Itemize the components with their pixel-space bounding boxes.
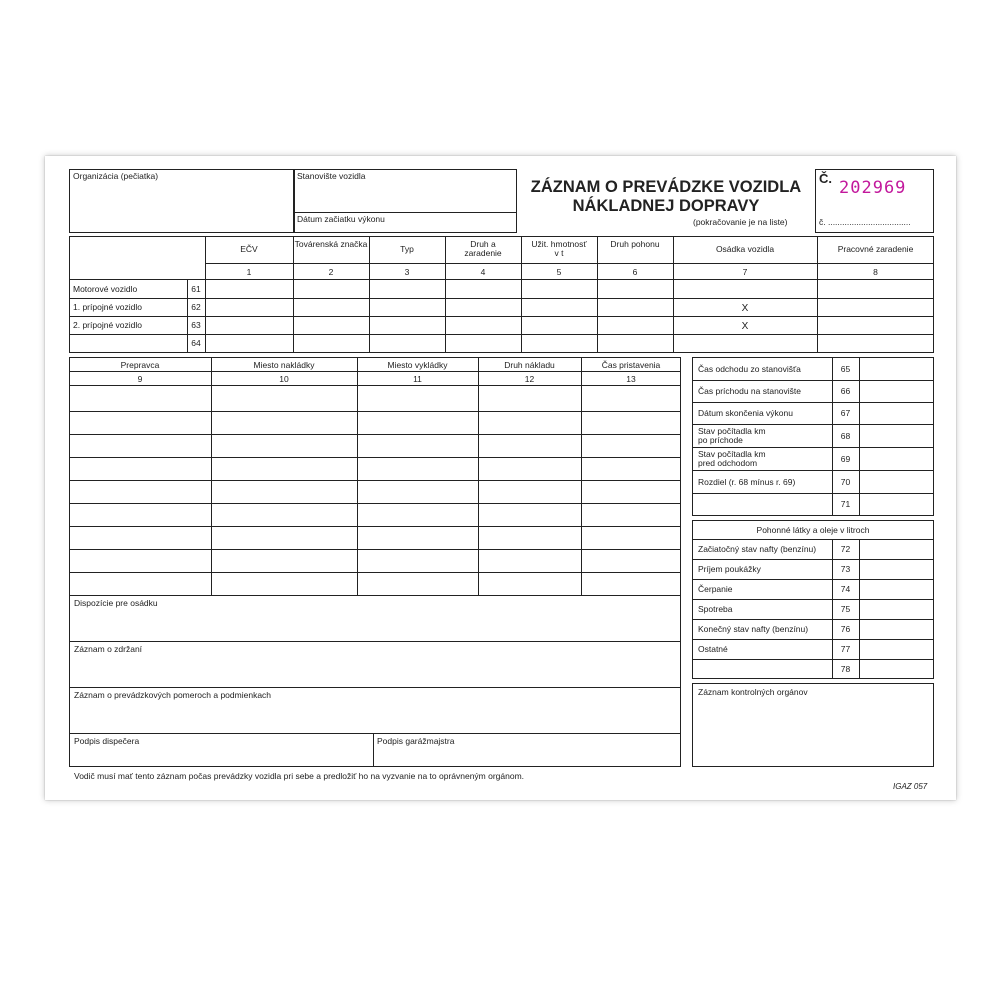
station-label: Stanovište vozidla [297,171,366,181]
form-sheet [45,156,956,800]
row-num-64: 64 [191,338,201,348]
row-num-62: 62 [191,302,201,312]
col-num-4: 4 [480,267,486,277]
serial-number: 202969 [839,178,907,198]
col-num-11: 11 [413,374,422,384]
form-code: IGAZ 057 [893,782,928,791]
start-date-label: Dátum začiatku výkonu [297,214,385,224]
arrival-time-label: Čas príchodu na stanovište [698,386,802,396]
col-num-12: 12 [524,374,535,384]
garage-signature-label: Podpis garážmajstra [377,736,455,746]
row-num-78: 78 [840,664,851,674]
conditions-record-label: Záznam o prevádzkových pomeroch a podmienkach [74,690,272,700]
row-num-76: 76 [840,624,851,634]
fuel-table-title: Pohonné látky a oleje v litroch [756,525,870,535]
row-num-68: 68 [840,431,851,441]
row-motor-vehicle: Motorové vozidlo [73,284,138,294]
col-num-5: 5 [556,267,562,277]
col-carrier: Prepravca [120,360,160,370]
col-num-7: 7 [742,267,748,277]
col-kind: Druh a zaradenie [464,239,502,258]
number-label: Č. [819,171,832,186]
form-title-line1: ZÁZNAM O PREVÁDZKE VOZIDLA [530,178,802,196]
fuel-other-label: Ostatné [698,644,728,654]
col-payload: Užit. hmotnosť v t [531,239,587,258]
footer-notice: Vodič musí mať tento záznam počas prevádzky vozidla pri sebe a predložiť ho na vyzvanie na to oprávneným orgánom. [74,771,525,781]
col-num-9: 9 [137,374,143,384]
row-num-70: 70 [840,477,851,487]
row-num-66: 66 [840,386,851,396]
col-arrival-time: Čas pristavenia [601,360,661,370]
fuel-end-label: Konečný stav nafty (benzínu) [698,624,809,634]
col-num-6: 6 [632,267,638,277]
col-work: Pracovné zaradenie [837,244,914,254]
dispatcher-signature-label: Podpis dispečera [74,736,140,746]
row-num-77: 77 [840,644,851,654]
odometer-arrival-label: Stav počítadla km po príchode [698,426,766,445]
organization-label: Organizácia (pečiatka) [73,171,159,181]
col-brand: Továrenská značka [294,239,368,249]
row-num-67: 67 [840,408,851,418]
control-label: Záznam kontrolných orgánov [698,687,808,697]
delay-record-label: Záznam o zdržaní [74,644,143,654]
cont-number-label[interactable]: č. ................................... [819,217,911,227]
crew-x-63: X [741,321,749,332]
row-num-73: 73 [840,564,851,574]
fuel-start-label: Začiatočný stav nafty (benzínu) [698,544,817,554]
end-date-label: Dátum skončenia výkonu [698,408,793,418]
row-num-65: 65 [840,364,851,374]
col-ecv: EČV [240,244,258,254]
row-trailer-1: 1. prípojné vozidlo [73,302,142,312]
continuation-note: (pokračovanie je na liste) [693,217,788,227]
row-num-63: 63 [191,320,201,330]
row-num-71: 71 [840,499,851,509]
col-num-13: 13 [626,374,636,384]
col-loading-place: Miesto nakládky [253,360,315,370]
crew-x-62: X [741,303,749,314]
col-type: Typ [400,244,414,254]
fuel-consumption-label: Spotreba [698,604,733,614]
fuel-refill-label: Čerpanie [698,584,733,594]
col-num-8: 8 [873,267,878,277]
row-num-72: 72 [840,544,851,554]
difference-label: Rozdiel (r. 68 mínus r. 69) [698,477,796,487]
col-cargo-type: Druh nákladu [504,360,555,370]
row-num-61: 61 [191,284,201,294]
col-num-3: 3 [404,267,410,277]
row-num-75: 75 [840,604,851,614]
col-crew: Osádka vozidla [715,244,775,254]
col-num-10: 10 [279,374,289,384]
row-trailer-2: 2. prípojné vozidlo [73,320,142,330]
col-num-1: 1 [246,267,252,277]
departure-time-label: Čas odchodu zo stanovišťa [698,364,801,374]
row-num-74: 74 [840,584,851,594]
col-unloading-place: Miesto vykládky [387,360,448,370]
crew-dispositions-label: Dispozície pre osádku [74,598,158,608]
trip-table [69,357,681,767]
form-title-line2: NÁKLADNEJ DOPRAVY [572,197,760,215]
col-drive: Druh pohonu [610,239,660,249]
row-num-69: 69 [840,454,851,464]
odometer-departure-label: Stav počítadla km pred odchodom [698,449,766,468]
col-num-2: 2 [328,267,334,277]
fuel-voucher-label: Príjem poukážky [698,564,761,574]
